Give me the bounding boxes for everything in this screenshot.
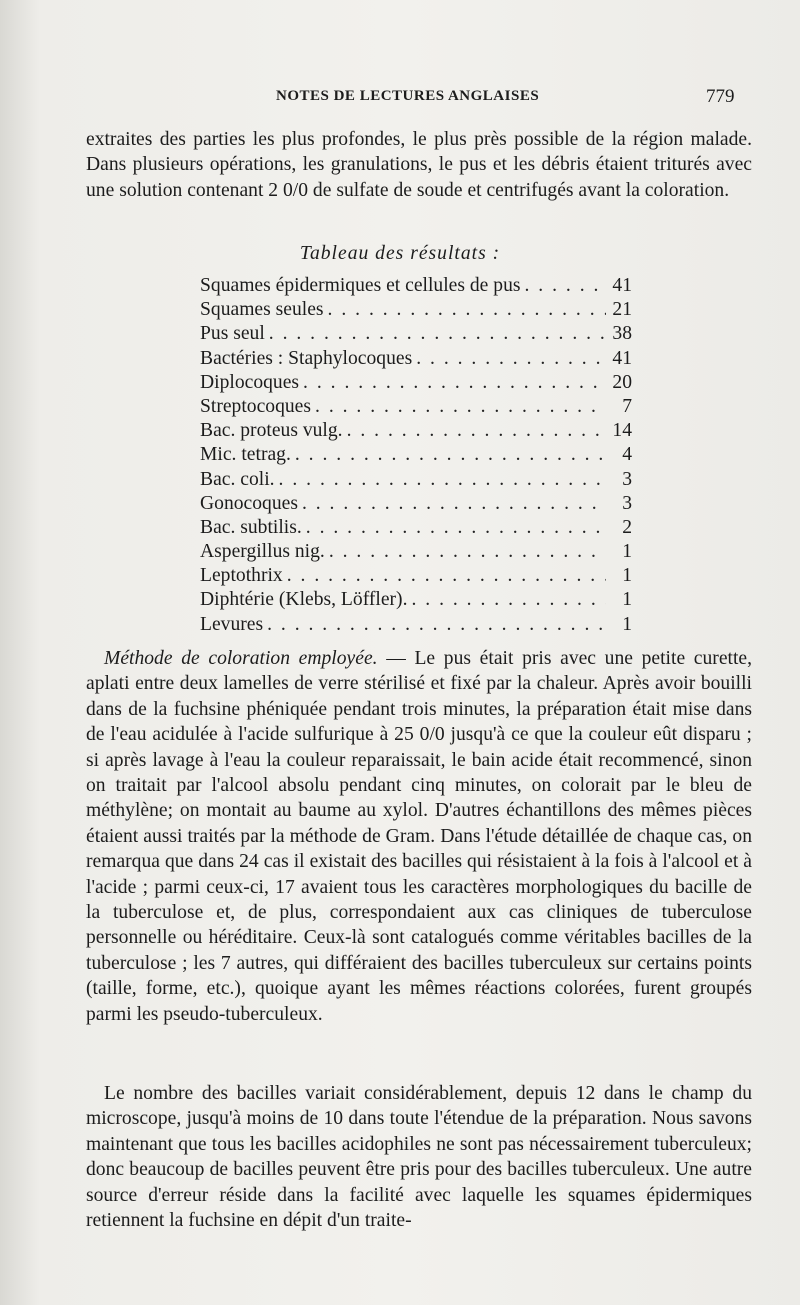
row-value: 38 [612,323,632,345]
paragraph-2-lead: Méthode de coloration employée. [104,648,378,669]
table-row [200,298,632,322]
row-value: 1 [622,589,632,611]
row-value: 14 [612,420,632,442]
results-table [200,274,632,637]
table-row [200,347,632,371]
dot-leader [325,540,606,564]
row-label: Aspergillus nig. [200,541,325,563]
row-value: 1 [622,613,632,635]
table-row [200,371,632,395]
row-label: Diplocoques [200,371,300,393]
row-value: 3 [622,468,632,490]
table-row [200,613,632,637]
dot-leader [521,274,607,298]
paragraph-1 [86,127,752,203]
row-label: Diphtérie (Klebs, Löffler). [200,589,408,611]
table-row [200,564,632,588]
paragraph-3 [86,1081,752,1233]
page-number: 779 [706,86,735,107]
row-label: Bac. proteus vulg. [200,420,343,442]
dot-leader [263,613,606,637]
row-label: Bac. subtilis. [200,516,302,538]
row-label: Gonocoques [200,492,298,514]
paragraph-2 [86,646,752,1027]
row-value: 41 [612,275,632,296]
row-label: Streptocoques [200,395,312,417]
paragraph-1-text: extraites des parties les plus profondes, le plus près possible de la région malade. Dans plusieurs opérations, les granulations, le pus et les débris étaient triturés avec une solution contenant 2 0/0 de sulfate de soude et centrifugés avant la coloration. [86,129,752,201]
table-row [200,443,632,467]
dot-leader [275,468,606,492]
table-row [200,588,632,612]
row-value: 7 [622,395,632,417]
dot-leader [412,347,606,371]
dot-leader [283,564,606,588]
table-row [200,274,632,298]
row-value: 20 [612,371,632,393]
table-row [200,516,632,540]
row-label: Squames épidermiques et cellules de pus [200,275,521,296]
dot-leader [298,492,606,516]
row-label: Bac. coli. [200,468,275,490]
row-label: Bactéries : Staphylocoques [200,347,413,369]
row-value: 3 [622,492,632,514]
paragraph-2-body: — Le pus était pris avec une petite curette, aplati entre deux lamelles de verre stérilisé et fixé par la chaleur. Après avoir bouilli dans de la fuchsine phéniquée pendant trois minutes, la préparation était mise dans de l'eau acidulée à l'acide sulfurique à 25 0/0 jusqu'à ce que la couleur eût disparu ; si après lavage à l'eau la couleur reparaissait, le bain acide était recommencé, sinon on traitait par l'alcool absolu pendant cinq minutes, on colorait par le bleu de méthylène; on montait au baume au xylol. D'autres échantillons des mêmes pièces étaient aussi traités par la méthode de Gram. Dans l'étude détaillée de chaque cas, on remarqua que dans 24 cas il existait des bacilles qui résistaient à la fois à l'alcool et à l'acide ; parmi ceux-ci, 17 avaient tous les caractères morphologiques du bacille de la tuberculose et, de plus, correspondaient aux cas cliniques de tuberculose personnelle ou héréditaire. Ceux-là sont catalogués comme véritables bacilles de la tuberculose ; les 7 autres, qui différaient des bacilles tuberculeux sur certains points (taille, forme, etc.), quoique ayant les mêmes réactions colorées, furent groupés parmi les pseudo-tuberculeux. [86,648,753,1025]
paragraph-3-text: Le nombre des bacilles variait considérablement, depuis 12 dans le champ du microscope, jusqu'à moins de 10 dans toute l'étendue de la préparation. Nous savons maintenant que tous les bacilles acidophiles ne sont pas nécessairement tuberculeux; donc beaucoup de bacilles peuvent être pris pour des bacilles tuberculeux. Une autre source d'erreur réside dans la facilité avec laquelle les squames épidermiques retiennent la fuchsine en dépit d'un traite- [86,1083,752,1232]
table-row [200,419,632,443]
row-value: 1 [622,541,632,563]
page-header [0,88,800,112]
row-value: 1 [622,565,632,587]
row-value: 4 [622,444,632,466]
row-value: 41 [612,347,632,369]
dot-leader [299,371,606,395]
table-row [200,322,632,346]
running-title: NOTES DE LECTURES ANGLAISES [276,88,540,104]
row-label: Squames seules [200,299,324,321]
dot-leader [311,395,606,419]
paragraph-2-text [86,646,752,1027]
row-label: Leptothrix [200,565,283,587]
row-value: 21 [612,299,632,321]
dot-leader [291,443,606,467]
dot-leader [302,516,606,540]
table-row [200,395,632,419]
dot-leader [265,322,606,346]
dot-leader [324,298,606,322]
table-row [200,492,632,516]
dot-leader [407,588,606,612]
row-label: Levures [200,613,264,635]
row-value: 2 [622,516,632,538]
row-label: Mic. tetrag. [200,444,291,466]
table-row [200,468,632,492]
table-row [200,540,632,564]
dot-leader [343,419,606,443]
table-title: Tableau des résultats : [299,243,501,264]
row-label: Pus seul [200,323,265,345]
